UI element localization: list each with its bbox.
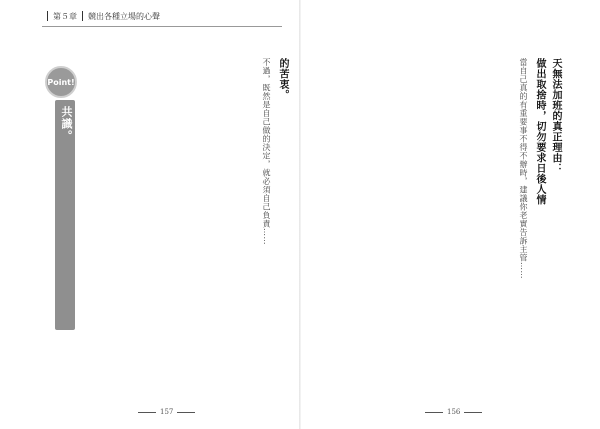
right-page-section-heading: 做出取捨時，切勿要求日後人情	[534, 58, 545, 205]
folio-dash	[177, 412, 195, 413]
folio-dash	[138, 412, 156, 413]
left-page-number	[134, 408, 199, 416]
header-bar	[47, 11, 48, 21]
left-folio-value: 157	[160, 408, 174, 416]
running-header	[42, 8, 160, 24]
folio-dash	[464, 412, 482, 413]
header-bar	[82, 11, 83, 21]
header-rule	[42, 26, 282, 27]
point-callout	[55, 100, 89, 330]
point-callout-text: 明白知告各人苦衷，雙方各退一步，達到共識。	[60, 106, 89, 322]
chapter-title: 競出各種立場的心聲	[88, 11, 160, 21]
left-page-intro: 的苦衷。	[277, 58, 288, 100]
point-badge	[45, 66, 77, 98]
right-folio-value: 156	[447, 408, 461, 416]
page-gutter	[299, 0, 301, 429]
point-badge-label: Point!	[47, 77, 75, 87]
right-page-excerpt: 當自己真的有重要事不得不辦時，建議你老實告訴主管……	[519, 58, 528, 279]
folio-dash	[425, 412, 443, 413]
right-page-number	[421, 408, 486, 416]
chapter-label: 第５章	[53, 11, 77, 21]
left-page-excerpt: 不過，既然是自己做的決定，就必須自己負責……	[262, 58, 271, 245]
left-page-body	[100, 58, 290, 358]
right-page-lead: 天無法加班的真正理由：	[550, 58, 561, 174]
right-page-body	[318, 58, 563, 358]
